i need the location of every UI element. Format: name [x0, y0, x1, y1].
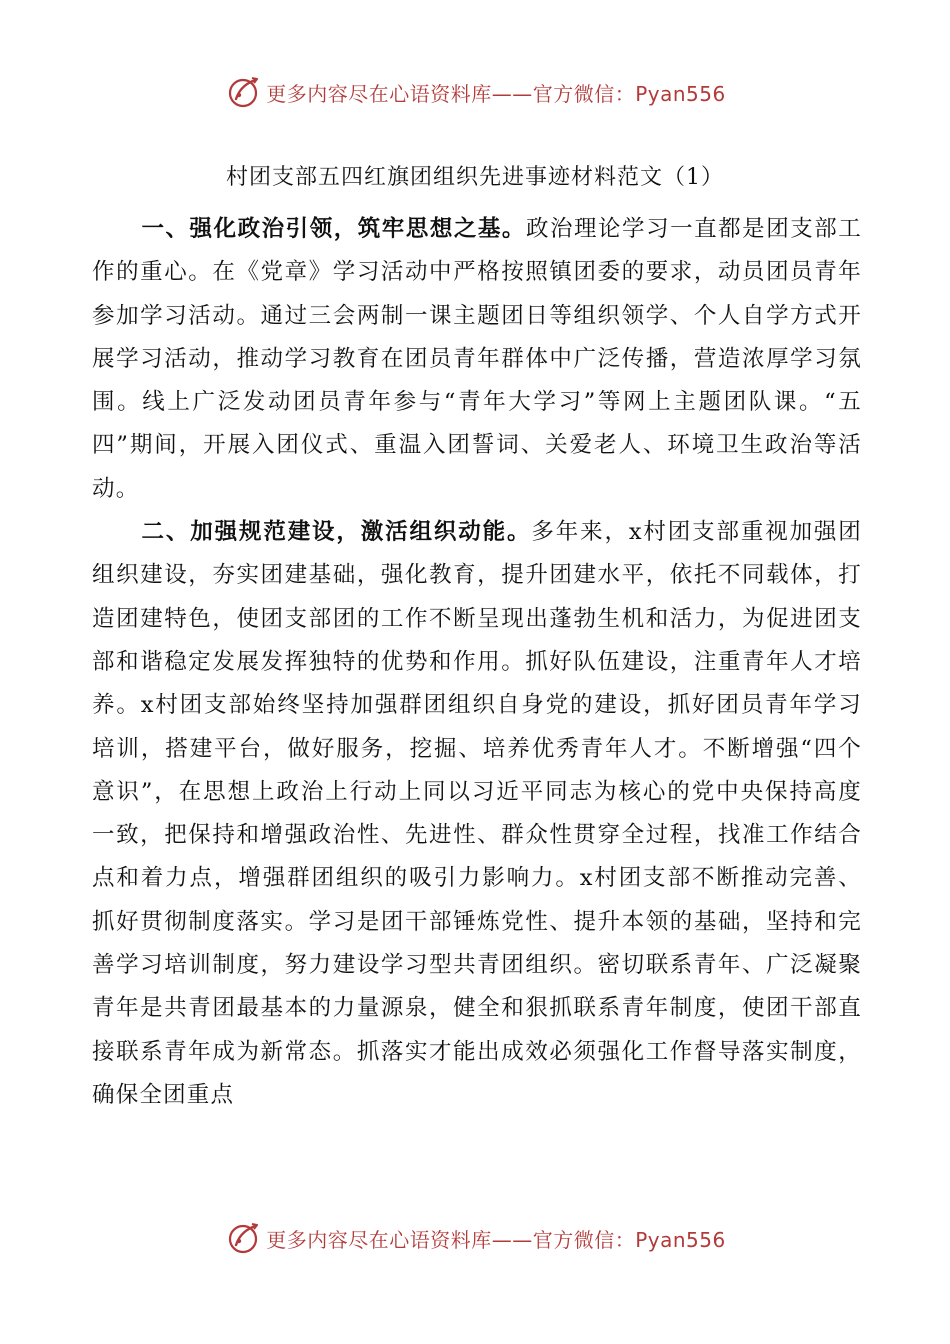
watermark-wechat-text: 官方微信：Pyan556	[532, 1227, 726, 1252]
watermark-text	[266, 1224, 726, 1253]
footer-watermark-banner	[0, 1216, 950, 1260]
paragraph-2-heading: 二、加强规范建设，激活组织动能。	[141, 519, 532, 546]
document-body	[92, 208, 862, 1117]
header-watermark-banner	[0, 70, 950, 114]
document-title: 村团支部五四红旗团组织先进事迹材料范文（1）	[226, 165, 724, 190]
watermark-dash: ——	[491, 81, 533, 106]
watermark-site-text: 更多内容尽在心语资料库	[266, 1227, 492, 1252]
paragraph-2	[92, 511, 862, 1117]
paragraph-1-text: 政治理论学习一直都是团支部工作的重心。在《党章》学习活动中严格按照镇团委的要求，动员团员青年参加学习活动。通过三会两制一课主题团日等组织领学、个人自学方式开展学习活动，推动学习教育在团员青年群体中广泛传播，营造浓厚学习氛围。线上广泛发动团员青年参与“青年大学习”等网上主题团队课。“五四”期间，开展入团仪式、重温入团誓词、关爱老人、环境卫生政治等活动。	[92, 216, 862, 502]
watermark-site-text: 更多内容尽在心语资料库	[266, 81, 492, 106]
brand-logo-icon	[224, 73, 262, 111]
paragraph-2-text: 多年来，x村团支部重视加强团组织建设，夯实团建基础，强化教育，提升团建水平，依托不同载体，打造团建特色，使团支部团的工作不断呈现出蓬勃生机和活力，为促进团支部和谐稳定发展发挥独特的优势和作用。抓好队伍建设，注重青年人才培养。x村团支部始终坚持加强群团组织自身党的建设，抓好团员青年学习培训，搭建平台，做好服务，挖掘、培养优秀青年人才。不断增强“四个意识”，在思想上政治上行动上同以习近平同志为核心的党中央保持高度一致，把保持和增强政治性、先进性、群众性贯穿全过程，找准工作结合点和着力点，增强群团组织的吸引力影响力。x村团支部不断推动完善、抓好贯彻制度落实。学习是团干部锤炼党性、提升本领的基础，坚持和完善学习培训制度，努力建设学习型共青团组织。密切联系青年、广泛凝聚青年是共青团最基本的力量源泉，健全和狠抓联系青年制度，使团干部直接联系青年成为新常态。抓落实才能出成效必须强化工作督导落实制度，确保全团重点	[92, 519, 862, 1108]
paragraph-1-heading: 一、强化政治引领，筑牢思想之基。	[141, 216, 526, 242]
watermark-wechat-text: 官方微信：Pyan556	[532, 81, 726, 106]
brand-logo-icon	[224, 1219, 262, 1257]
paragraph-1	[92, 208, 862, 511]
watermark-dash: ——	[491, 1227, 533, 1252]
watermark-text	[266, 78, 726, 107]
